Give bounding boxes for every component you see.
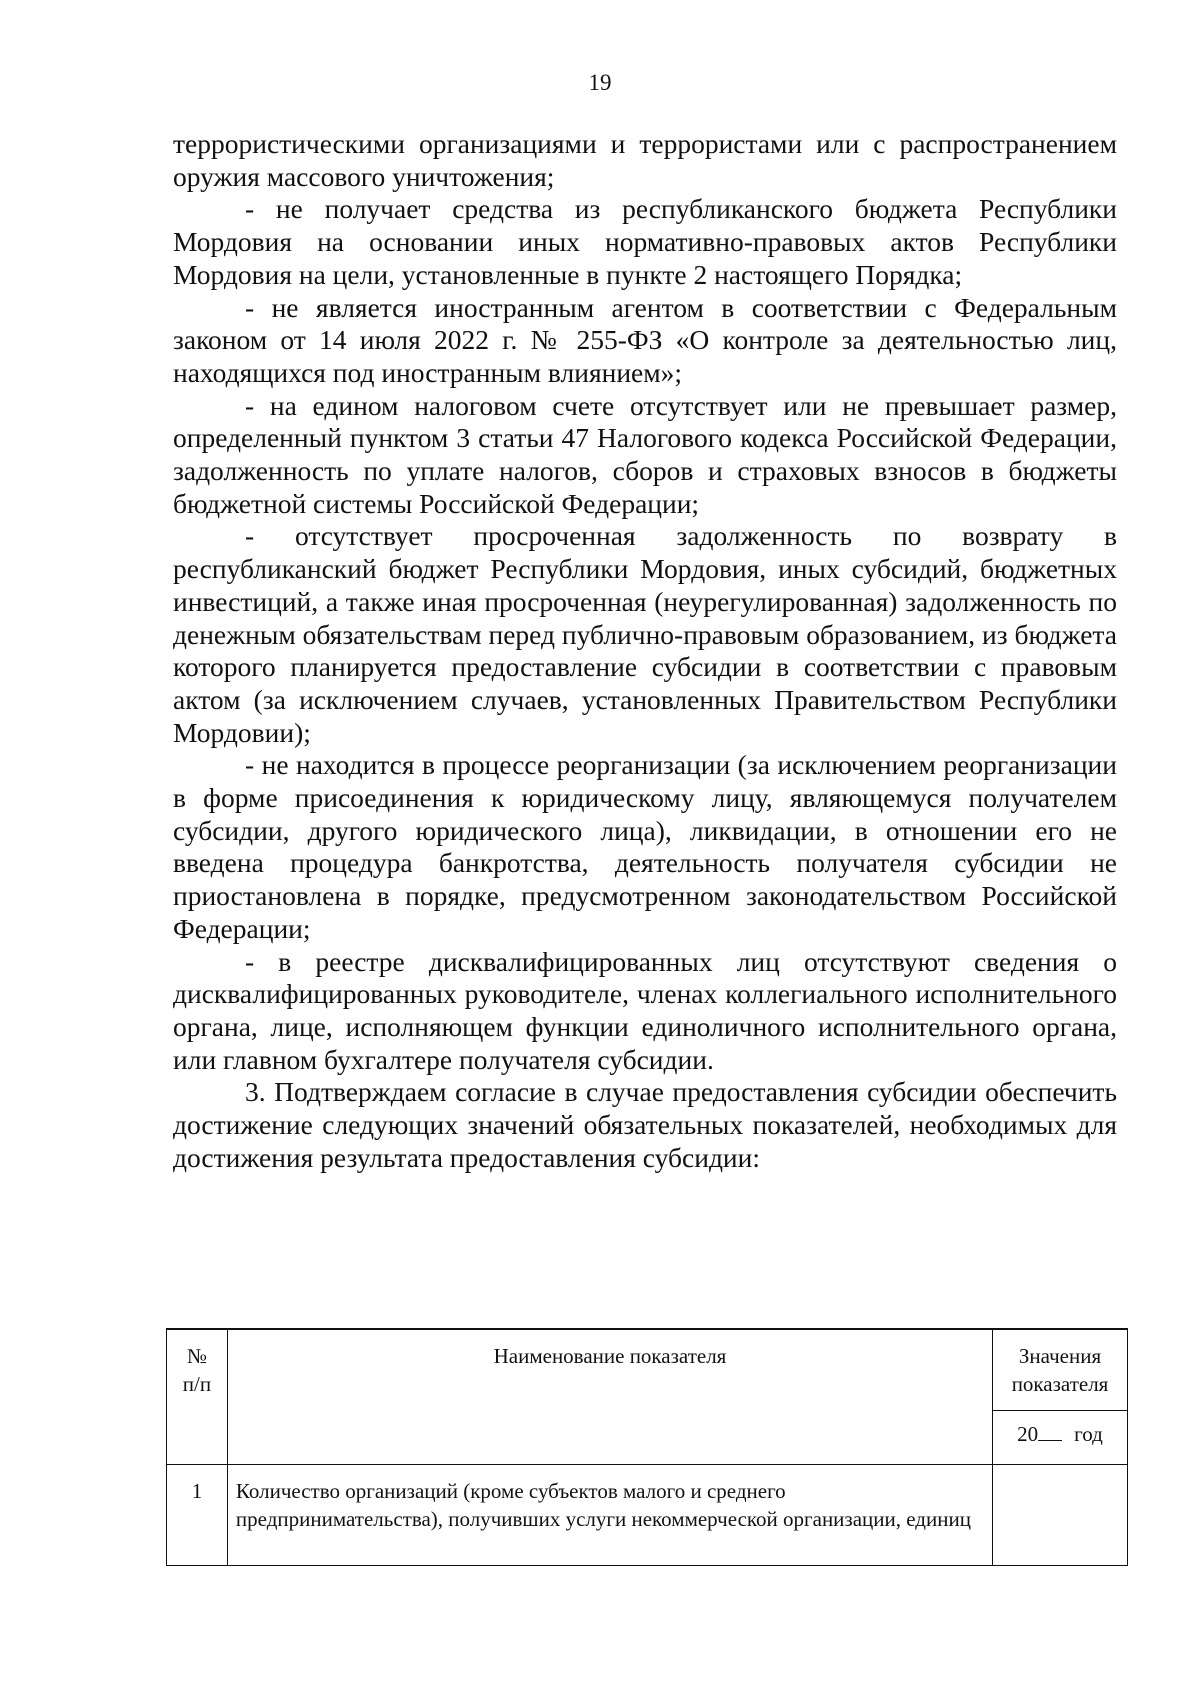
header-value-line2: показателя <box>1011 1372 1109 1396</box>
table-row <box>167 1465 1128 1566</box>
header-year-label <box>1017 1422 1103 1446</box>
header-value-line1: Значения <box>1018 1344 1102 1368</box>
paragraph: - в реестре дисквалифицированных лиц отсутствуют сведения о дисквалифицированных руководителе, членах коллегиального исполнительного органа, лице, исполняющем функции единоличного исполнительного органа, или главном бухгалтере получателя субсидии. <box>173 945 1117 1075</box>
row-value-cell <box>993 1465 1128 1566</box>
header-num-line1: № <box>186 1344 207 1368</box>
header-num-cell <box>167 1329 228 1465</box>
header-value-cell <box>993 1329 1128 1411</box>
paragraph: - не является иностранным агентом в соответствии с Федеральным законом от 14 июля 2022 г. № 255-ФЗ «О контроле за деятельностью лиц, находящихся под иностранным влиянием»; <box>173 291 1117 388</box>
header-name-label: Наименование показателя <box>493 1344 727 1368</box>
page-number: 19 <box>588 70 612 95</box>
paragraph: - на едином налоговом счете отсутствует или не превышает размер, определенный пунктом 3 статьи 47 Налогового кодекса Российской Федерации, задолженность по уплате налогов, сборов и страховых взносов в бюджеты бюджетной системы Российской Федерации; <box>173 389 1117 519</box>
document-body <box>173 128 1117 1175</box>
row-name-cell: Количество организаций (кроме субъектов малого и среднего предпринимательства), получивших услуги некоммерческой организации, единиц <box>227 1465 992 1566</box>
paragraph: - отсутствует просроченная задолженность по возврату в республиканский бюджет Республики Мордовия, иных субсидий, бюджетных инвестиций, а также иная просроченная (неурегулированная) задолженность по денежным обязательствам перед публично-правовым образованием, из бюджета которого планируется предоставление субсидии в соответствии с правовым актом (за исключением случаев, установленных Правительством Республики Мордовии); <box>173 520 1117 748</box>
paragraph: террористическими организациями и террористами или с распространением оружия массового уничтожения; <box>173 128 1117 192</box>
paragraph: - не получает средства из республиканского бюджета Республики Мордовия на основании иных нормативно-правовых актов Республики Мордовия на цели, установленные в пункте 2 настоящего Порядка; <box>173 193 1117 290</box>
header-name-cell <box>227 1329 992 1465</box>
header-num-line2: п/п <box>182 1372 212 1396</box>
year-blank-line <box>1038 1422 1062 1441</box>
year-suffix: год <box>1074 1422 1103 1446</box>
header-year-cell <box>993 1411 1128 1465</box>
paragraph: - не находится в процессе реорганизации (за исключением реорганизации в форме присоединения к юридическому лицу, являющемуся получателем субсидии, другого юридического лица), ликвидации, в отношении его не введена процедура банкротства, деятельность получателя субсидии не приостановлена в порядке, предусмотренном законодательством Российской Федерации; <box>173 749 1117 944</box>
paragraph: 3. Подтверждаем согласие в случае предоставления субсидии обеспечить достижение следующих значений обязательных показателей, необходимых для достижения результата предоставления субсидии: <box>173 1076 1117 1173</box>
year-prefix: 20 <box>1017 1422 1039 1446</box>
row-num-cell: 1 <box>167 1465 228 1566</box>
indicators-table <box>166 1328 1128 1566</box>
table-header-row <box>167 1329 1128 1411</box>
